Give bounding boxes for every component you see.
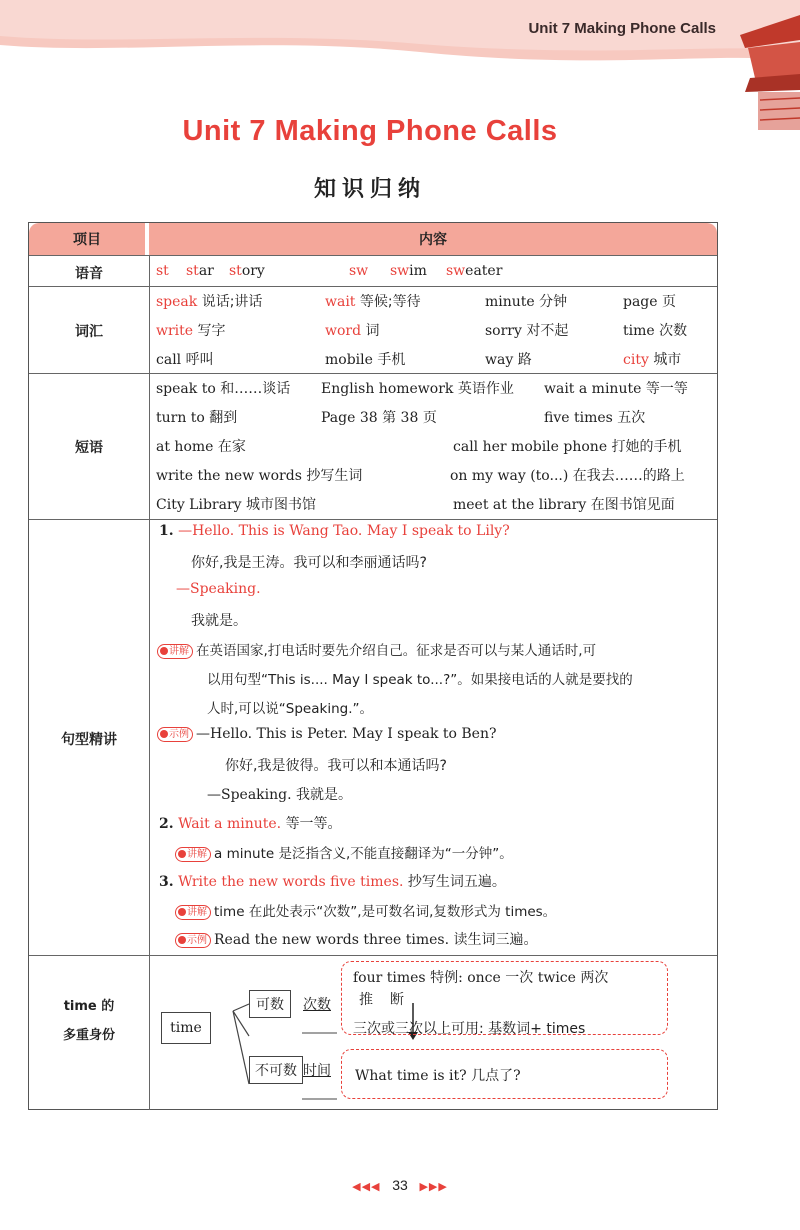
pron-word: story bbox=[229, 263, 265, 279]
example-badge: 示例 bbox=[175, 933, 211, 948]
pron-word: swim bbox=[390, 263, 427, 279]
section-title: 知识归纳 bbox=[313, 177, 426, 202]
prev-arrows-icon: ◀◀◀ bbox=[352, 1181, 381, 1193]
countable-box: 可数 bbox=[249, 990, 291, 1018]
phrase-item: at home 在家 bbox=[156, 439, 246, 455]
countable-detail-line2: 三次或三次以上可用: 基数词+ times bbox=[353, 1021, 586, 1037]
sentence-1-explain-2: 以用句型“This is.... May I speak to...?”。如果接电话的人就是要找的 bbox=[207, 672, 633, 688]
sentence-1-explain: 讲解 在英语国家,打电话时要先介绍自己。征求是否可以与某人通话时,可 bbox=[157, 639, 596, 659]
knowledge-table bbox=[28, 222, 718, 1110]
next-arrows-icon: ▶▶▶ bbox=[419, 1181, 448, 1193]
row-label-vocabulary: 词汇 bbox=[75, 324, 103, 340]
row-divider bbox=[29, 286, 717, 287]
vocab-word: wait bbox=[325, 294, 356, 310]
sentence-1-question-cn: 你好,我是王涛。我可以和李丽通话吗? bbox=[191, 555, 427, 571]
vocab-word: write bbox=[156, 323, 194, 339]
vocab-meaning: 城市 bbox=[653, 352, 682, 368]
sentence-1-example-answer: —Speaking. 我就是。 bbox=[207, 787, 353, 803]
vocab-word: call bbox=[156, 352, 182, 368]
row-label-phrases: 短语 bbox=[75, 440, 103, 456]
row-label-time-1: time 的 bbox=[63, 999, 115, 1014]
unit-title: Unit 7 Making Phone Calls bbox=[182, 115, 558, 147]
header-item: 项目 bbox=[29, 223, 145, 255]
pron-word: sw bbox=[349, 263, 369, 279]
infer-char-1: 推 bbox=[359, 992, 373, 1008]
pagoda-illustration bbox=[730, 0, 800, 130]
sentence-1-explain-3: 人时,可以说“Speaking.”。 bbox=[207, 701, 373, 717]
vocab-word: mobile bbox=[325, 352, 373, 368]
vocab-item bbox=[325, 320, 380, 340]
vocab-word: page bbox=[623, 294, 658, 310]
example-badge: 示例 bbox=[157, 727, 193, 742]
row-divider bbox=[29, 255, 717, 256]
vocab-item bbox=[485, 320, 568, 340]
vocab-word: sorry bbox=[485, 323, 522, 339]
vocab-word: time bbox=[623, 323, 655, 339]
sentence-1-example: 示例 —Hello. This is Peter. May I speak to Ben? bbox=[157, 726, 497, 742]
row-label-sentences: 句型精讲 bbox=[61, 732, 117, 748]
phrase-item: speak to 和……谈话 bbox=[156, 381, 291, 397]
phrase-item: call her mobile phone 打她的手机 bbox=[453, 439, 682, 455]
sentence-2: 2. Wait a minute. 等一等。 bbox=[159, 816, 342, 832]
sentence-3: 3. Write the new words five times. 抄写生词五遍。 bbox=[159, 874, 506, 890]
infer-char-2: 断 bbox=[390, 992, 404, 1008]
vocab-meaning: 说话;讲话 bbox=[201, 294, 263, 310]
sentence-1-example-cn: 你好,我是彼得。我可以和本通话吗? bbox=[225, 758, 447, 774]
sentence-1-question: 1. —Hello. This is Wang Tao. May I speak to Lily? bbox=[159, 523, 510, 539]
row-divider bbox=[29, 373, 717, 374]
vocab-word: way bbox=[485, 352, 514, 368]
header-band bbox=[0, 0, 800, 120]
sentence-2-explain: 讲解 a minute 是泛指含义,不能直接翻译为“一分钟”。 bbox=[175, 842, 513, 862]
vocab-item bbox=[485, 349, 532, 369]
countable-detail-line1: four times 特例: once 一次 twice 两次 bbox=[353, 970, 609, 986]
vocab-item bbox=[156, 291, 262, 311]
uncountable-box: 不可数 bbox=[249, 1056, 303, 1084]
vocab-meaning: 词 bbox=[365, 323, 380, 339]
vocab-item bbox=[325, 349, 405, 369]
phrase-item: on my way (to...) 在我去……的路上 bbox=[450, 468, 685, 484]
page-footer bbox=[0, 1177, 800, 1193]
explain-badge: 讲解 bbox=[175, 847, 211, 862]
vocab-item bbox=[623, 349, 681, 369]
sentence-3-explain: 讲解 time 在此处表示“次数”,是可数名词,复数形式为 times。 bbox=[175, 900, 556, 920]
pron-word: star bbox=[186, 263, 214, 279]
vocab-word: speak bbox=[156, 294, 198, 310]
vocab-item bbox=[623, 320, 687, 340]
phrase-item: turn to 翻到 bbox=[156, 410, 238, 426]
header-content: 内容 bbox=[149, 223, 717, 255]
vocab-meaning: 等候;等待 bbox=[359, 294, 421, 310]
uncountable-meaning: 时间 bbox=[303, 1063, 331, 1079]
phrase-item: English homework 英语作业 bbox=[321, 381, 514, 397]
vocab-word: word bbox=[325, 323, 362, 339]
vocab-item bbox=[623, 291, 676, 311]
phrase-item: City Library 城市图书馆 bbox=[156, 497, 317, 513]
vocab-meaning: 次数 bbox=[659, 323, 688, 339]
explain-badge: 讲解 bbox=[175, 905, 211, 920]
row-divider bbox=[29, 519, 717, 520]
row-label-pronunciation: 语音 bbox=[75, 266, 103, 282]
vocab-word: city bbox=[623, 352, 649, 368]
vocab-item bbox=[156, 349, 214, 369]
pron-word: st bbox=[156, 263, 169, 279]
phrase-item: wait a minute 等一等 bbox=[544, 381, 688, 397]
time-root-box: time bbox=[161, 1012, 211, 1044]
running-header: Unit 7 Making Phone Calls bbox=[528, 20, 716, 37]
countable-meaning: 次数 bbox=[303, 997, 331, 1013]
vocab-meaning: 分钟 bbox=[539, 294, 568, 310]
explain-badge: 讲解 bbox=[157, 644, 193, 659]
page-number: 33 bbox=[392, 1177, 408, 1193]
pron-word: sweater bbox=[446, 263, 503, 279]
phrase-item: write the new words 抄写生词 bbox=[156, 468, 363, 484]
vocab-meaning: 页 bbox=[662, 294, 677, 310]
vocab-item bbox=[325, 291, 421, 311]
vocab-meaning: 手机 bbox=[377, 352, 406, 368]
phrase-item: meet at the library 在图书馆见面 bbox=[453, 497, 675, 513]
vocab-meaning: 写字 bbox=[197, 323, 226, 339]
uncountable-detail: What time is it? 几点了? bbox=[355, 1068, 521, 1084]
vocab-meaning: 对不起 bbox=[526, 323, 569, 339]
vocab-meaning: 呼叫 bbox=[185, 352, 214, 368]
sentence-3-example: 示例 Read the new words three times. 读生词三遍。 bbox=[175, 929, 538, 949]
vocab-item bbox=[156, 320, 226, 340]
vocab-item bbox=[485, 291, 567, 311]
phrase-item: five times 五次 bbox=[544, 410, 646, 426]
vocab-word: minute bbox=[485, 294, 535, 310]
sentence-1-answer-cn: 我就是。 bbox=[191, 613, 247, 629]
sentence-1-answer: —Speaking. bbox=[176, 581, 261, 597]
row-label-time-2: 多重身份 bbox=[62, 1028, 115, 1043]
phrase-item: Page 38 第 38 页 bbox=[321, 410, 437, 426]
vocab-meaning: 路 bbox=[517, 352, 532, 368]
